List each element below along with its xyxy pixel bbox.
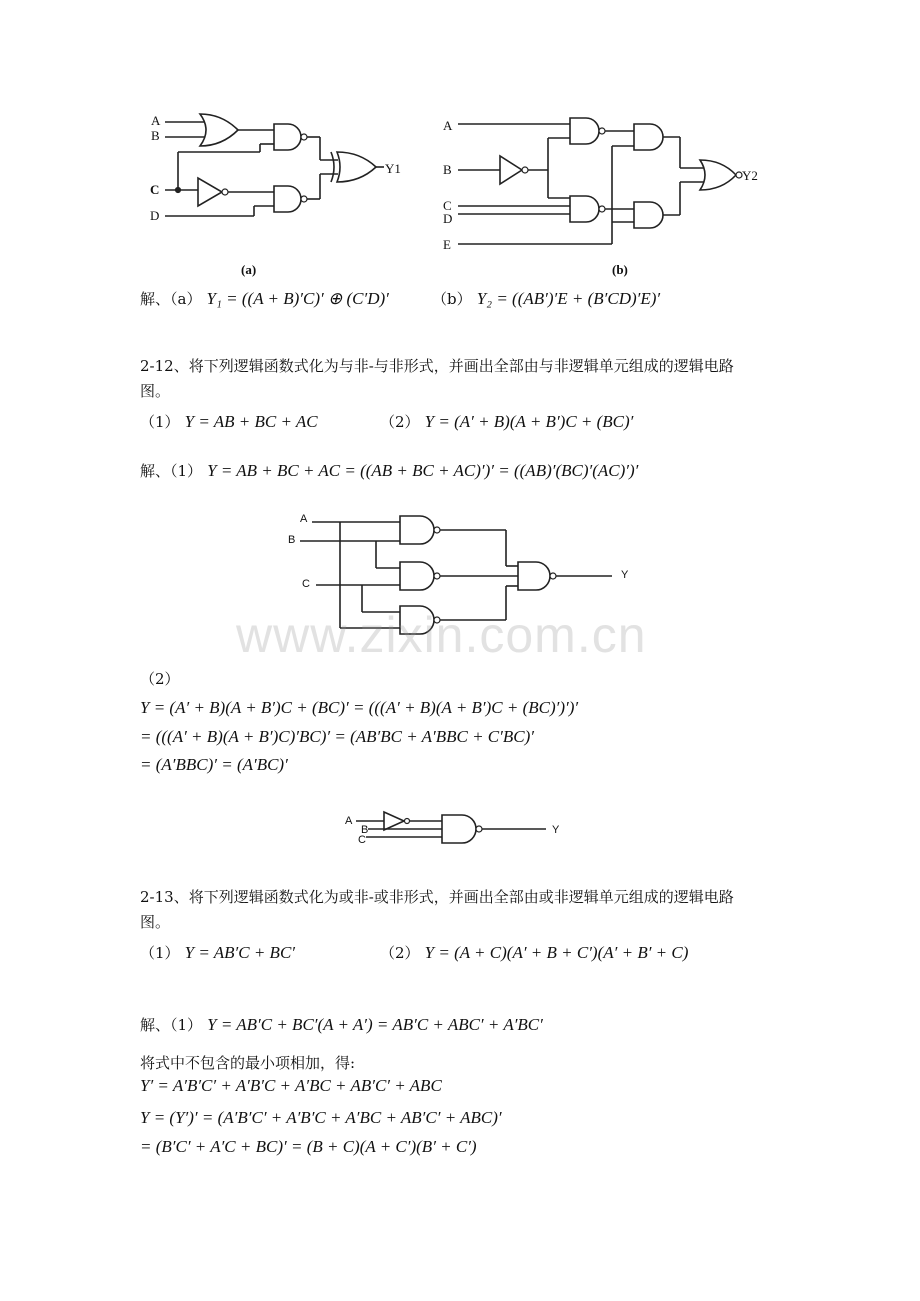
solution-213-1-line-1: Y′ = A′B′C′ + A′B′C + A′BC + AB′C′ + ABC xyxy=(140,1076,442,1095)
input-label-b: B xyxy=(443,162,452,177)
solution-212-2-line-1: Y = (A′ + B)(A + B′)C + (BC)′ = (((A′ + B)(A + B′)C + (BC)′)′)′ xyxy=(140,698,579,717)
equation: Y = (A′ + B)(A + B′)C + (BC)′ xyxy=(424,412,634,431)
problem-213-item-1 xyxy=(140,942,295,963)
problem-213-heading-cont: 图。 xyxy=(140,913,171,931)
input-label-d: D xyxy=(150,208,160,223)
output-label-y1: Y1 xyxy=(385,161,401,176)
input-label-e: E xyxy=(443,237,451,252)
input-label-a: A xyxy=(151,113,161,128)
solution-prefix: 解、（1） xyxy=(140,462,203,480)
solution-213-1-line-2: Y = (Y′)′ = (A′B′C′ + A′B′C + A′BC + AB′C′ + ABC)′ xyxy=(140,1108,502,1127)
solution-prefix: 解、（1） xyxy=(140,1016,203,1034)
figure-b-caption: (b) xyxy=(612,262,628,277)
output-label-y: Y xyxy=(552,824,560,836)
nand-gate xyxy=(442,815,476,843)
item-label: （1） xyxy=(140,944,180,962)
equation: Y = (A + C)(A′ + B + C′)(A′ + B′ + C) xyxy=(424,943,689,962)
equation: Y = AB + BC + AC = ((AB + BC + AC)′)′ = ((AB)′(BC)′(AC)′)′ xyxy=(207,461,639,480)
solution-212-2-label: （2） xyxy=(140,670,180,688)
watermark: www.zixin.com.cn xyxy=(236,607,647,663)
solution-prefix-b: （b） xyxy=(432,290,472,308)
input-label-c: C xyxy=(358,834,366,846)
input-label-c: C xyxy=(150,182,160,197)
equation: Y = AB′C + BC′ xyxy=(184,943,295,962)
solution-213-1 xyxy=(140,1014,543,1035)
solution-212-2-line-3: = (A′BBC)′ = (A′BC)′ xyxy=(140,755,288,774)
input-label-c: C xyxy=(302,578,310,590)
input-label-d: D xyxy=(443,211,453,226)
input-label-b: B xyxy=(361,824,369,836)
equation: Y = AB′C + BC′(A + A′) = AB′C + ABC′ + A′BC′ xyxy=(207,1015,543,1034)
equation-y1: Y₁ = ((A + B)′C)′ ⊕ (C′D)′ xyxy=(206,289,389,308)
output-label-y: Y xyxy=(621,569,629,581)
solution-213-1-note: 将式中不包含的最小项相加，得: xyxy=(140,1054,356,1072)
equation: Y = AB + BC + AC xyxy=(184,412,318,431)
problem-212-heading: 2-12、将下列逻辑函数式化为与非-与非形式，并画出全部由与非逻辑单元组成的逻辑电路 xyxy=(140,357,734,375)
input-label-b: B xyxy=(288,534,296,546)
solution-213-1-line-3: = (B′C′ + A′C + BC)′ = (B + C)(A + C′)(B′ + C′) xyxy=(140,1137,477,1156)
item-label: （1） xyxy=(140,413,180,431)
solution-prefix: 解、（a） xyxy=(140,290,202,308)
input-label-a: A xyxy=(443,118,453,133)
problem-213-item-2 xyxy=(380,942,688,963)
item-label: （2） xyxy=(380,944,420,962)
problem-212-heading-cont: 图。 xyxy=(140,382,171,400)
output-label-y2: Y2 xyxy=(742,168,758,183)
figure-a-caption: (a) xyxy=(241,262,257,277)
equation-y2: Y₂ = ((AB′)′E + (B′CD)′E)′ xyxy=(476,289,661,308)
solution-212-2-line-2: = (((A′ + B)(A + B′)C)′BC)′ = (AB′BC + A′BBC + C′BC)′ xyxy=(140,727,534,746)
input-label-a: A xyxy=(300,513,308,525)
item-label: （2） xyxy=(380,413,420,431)
input-label-a: A xyxy=(345,815,353,827)
input-label-b: B xyxy=(151,128,160,143)
not-gate xyxy=(384,812,404,830)
problem-213-heading: 2-13、将下列逻辑函数式化为或非-或非形式，并画出全部由或非逻辑单元组成的逻辑电路 xyxy=(140,888,734,906)
input-label-c: C xyxy=(443,198,452,213)
